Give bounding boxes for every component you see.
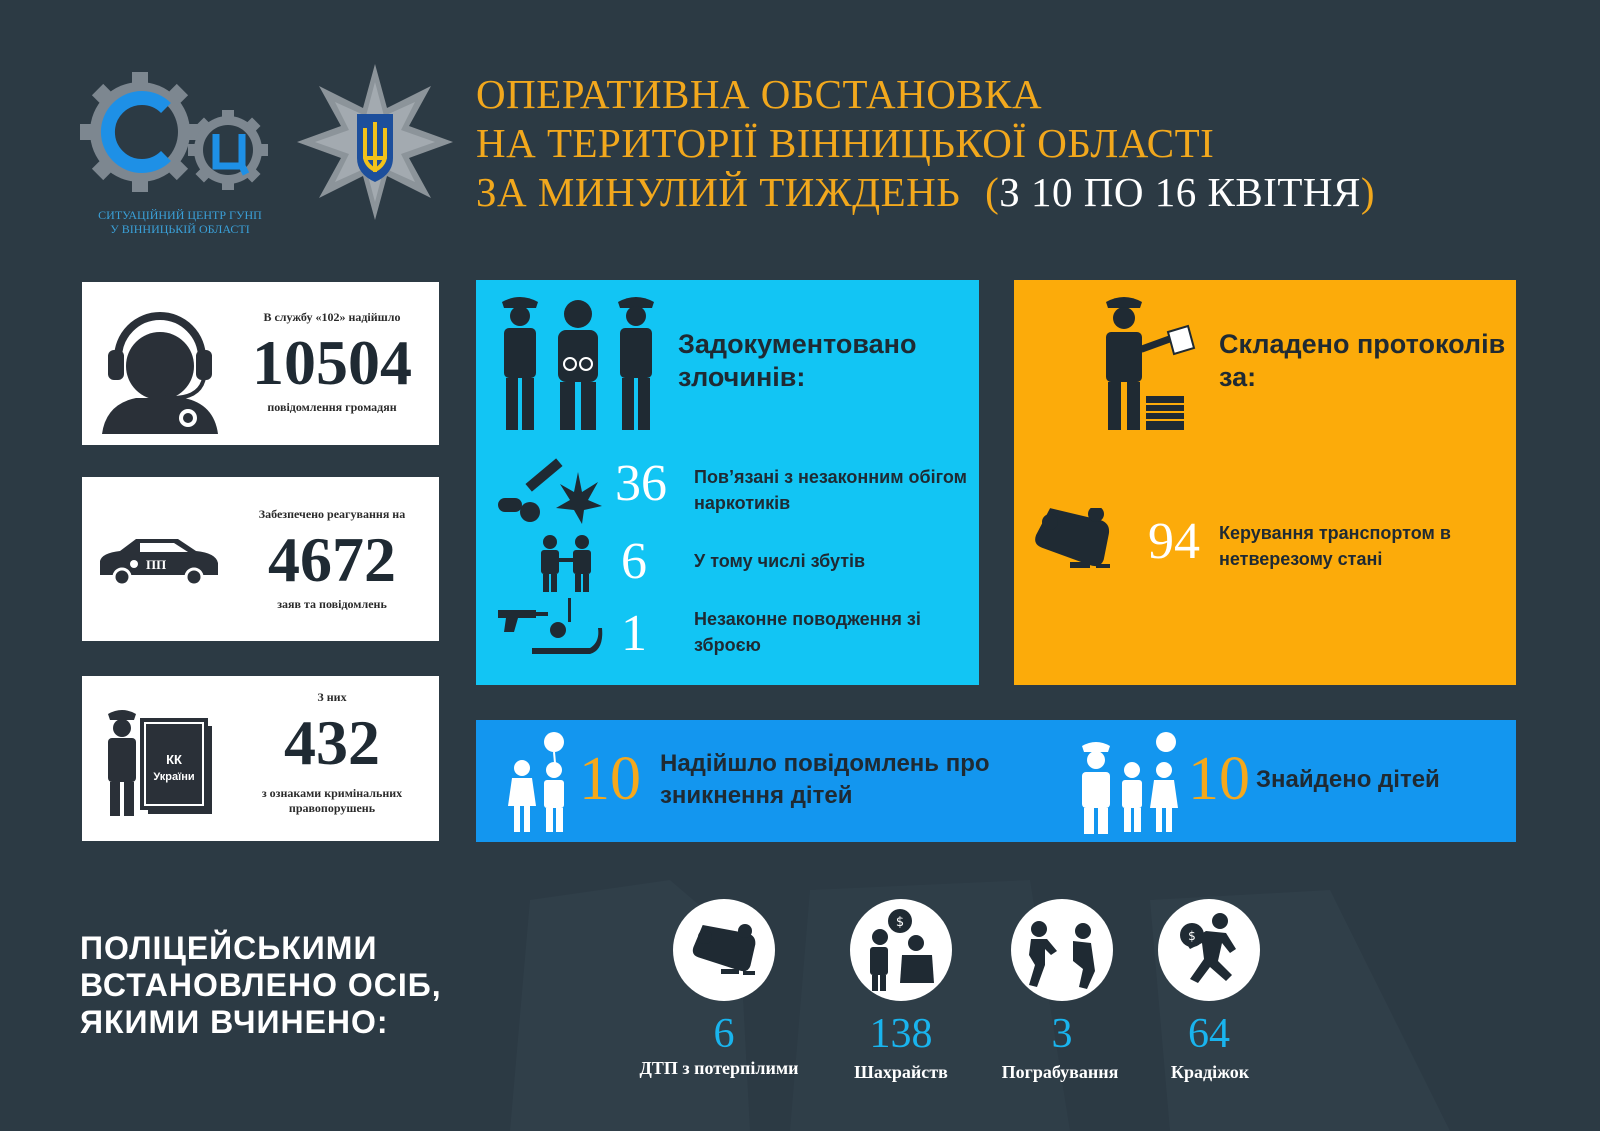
book-text-2: України — [153, 771, 195, 783]
theft-icon — [1158, 899, 1260, 1001]
stat-label-fraud: Шахрайств — [854, 1062, 948, 1082]
stat-value-theft: 64 — [1188, 1011, 1230, 1057]
stat-circle-theft — [1158, 899, 1260, 1001]
stat-value-accidents: 6 — [713, 1011, 735, 1057]
stat-label-theft: Крадіжок — [1170, 1062, 1250, 1082]
stat-circle-robbery — [1011, 899, 1113, 1001]
stat-circle-accidents — [673, 899, 775, 1001]
crimes-heading: Задокументовано злочинів: — [678, 329, 917, 392]
responses-value: 4672 — [268, 524, 396, 595]
drugs-icon — [494, 452, 604, 532]
crimes-value-weapons: 1 — [621, 605, 647, 662]
crimes-value-drugs: 36 — [615, 455, 667, 512]
title-line1: ОПЕРАТИВНА ОБСТАНОВКА — [476, 71, 1043, 117]
protocols-heading: Складено протоколів за: — [1219, 329, 1506, 392]
large-gear-icon — [80, 72, 200, 192]
crimes-label-sales: У тому числі збутів — [694, 551, 866, 571]
svg-text:$: $ — [895, 915, 905, 930]
logo-caption-line2: У ВІННИЦЬКІЙ ОБЛАСТІ — [110, 222, 250, 236]
title-dates: З 10 ПО 16 КВІТНЯ — [999, 169, 1361, 215]
stat-label-robbery: Пограбування — [1001, 1062, 1119, 1082]
established-heading: ПОЛІЦЕЙСЬКИМИ ВСТАНОВЛЕНО ОСІБ, ЯКИМИ ВЧИНЕНО: — [80, 930, 442, 1040]
crimes-value-sales: 6 — [621, 533, 647, 590]
crimes-label-weapons: Незаконне поводження зі зброєю — [694, 609, 921, 655]
arrest-officers-icon — [494, 292, 662, 432]
responses-label-top: Забезпечено реагування на — [258, 507, 406, 521]
title-line2: НА ТЕРИТОРІЇ ВІННИЦЬКОЇ ОБЛАСТІ — [476, 120, 1215, 166]
police-car-icon — [96, 535, 221, 585]
stat-value-robbery: 3 — [1051, 1011, 1073, 1057]
children-reported-label: Надійшло повідомлень про зникнення дітей — [660, 750, 990, 809]
title-paren-close: ) — [1360, 169, 1375, 215]
crashed-car-icon — [1034, 508, 1118, 572]
crimes-panel — [476, 280, 979, 685]
operator-headset-icon — [96, 294, 221, 434]
small-gear-icon — [188, 110, 268, 190]
children-panel — [476, 720, 1516, 842]
stat-circle-fraud — [850, 899, 952, 1001]
fraud-icon — [850, 899, 952, 1001]
calls-card — [82, 282, 439, 445]
protocols-panel — [1014, 280, 1516, 685]
stat-label-accidents: ДТП з потерпілими — [639, 1058, 799, 1078]
logo-caption — [80, 208, 280, 236]
officer-criminal-code-icon — [96, 698, 226, 818]
robbery-icon — [1011, 899, 1113, 1001]
officer-protocol-icon — [1084, 292, 1204, 432]
crimes-label-drugs: Пов’язані з незаконним обігом наркотиків — [694, 467, 967, 513]
book-text-1: КК — [166, 752, 182, 767]
drug-dealing-icon — [536, 532, 596, 592]
calls-value: 10504 — [252, 327, 412, 398]
calls-label-bottom: повідомлення громадян — [267, 400, 397, 414]
criminal-value: 432 — [284, 707, 380, 778]
police-star-emblem — [295, 62, 455, 222]
title-line3-text: ЗА МИНУЛИЙ ТИЖДЕНЬ — [476, 169, 961, 215]
responses-label-bottom: заяв та повідомлень — [277, 597, 387, 611]
car-text: ПП — [146, 557, 167, 572]
stat-value-fraud: 138 — [869, 1011, 933, 1057]
children-reported-value: 10 — [579, 745, 641, 813]
svg-text:$: $ — [1188, 929, 1196, 943]
calls-label-top: В службу «102» надійшло — [263, 310, 401, 324]
criminal-label-top: З них — [317, 690, 347, 704]
found-children-icon — [1076, 730, 1186, 834]
responses-card — [82, 477, 439, 641]
children-found-label: Знайдено дітей — [1256, 766, 1440, 793]
crashed-car-icon — [673, 899, 775, 1001]
background-silhouettes — [510, 880, 1450, 1131]
children-found-value: 10 — [1188, 745, 1250, 813]
missing-children-icon — [506, 730, 576, 834]
page-title — [476, 70, 1536, 217]
title-line3 — [476, 168, 1536, 217]
title-paren-open: ( — [985, 169, 1000, 215]
weapon-icon — [496, 596, 606, 656]
criminal-label-bottom: з ознаками кримінальних правопорушень — [261, 786, 403, 815]
criminal-card — [82, 676, 439, 841]
protocols-value: 94 — [1148, 513, 1200, 570]
logo-caption-line1: СИТУАЦІЙНИЙ ЦЕНТР ГУНП — [98, 208, 262, 222]
protocols-label: Керування транспортом в нетверезому стані — [1219, 523, 1451, 569]
